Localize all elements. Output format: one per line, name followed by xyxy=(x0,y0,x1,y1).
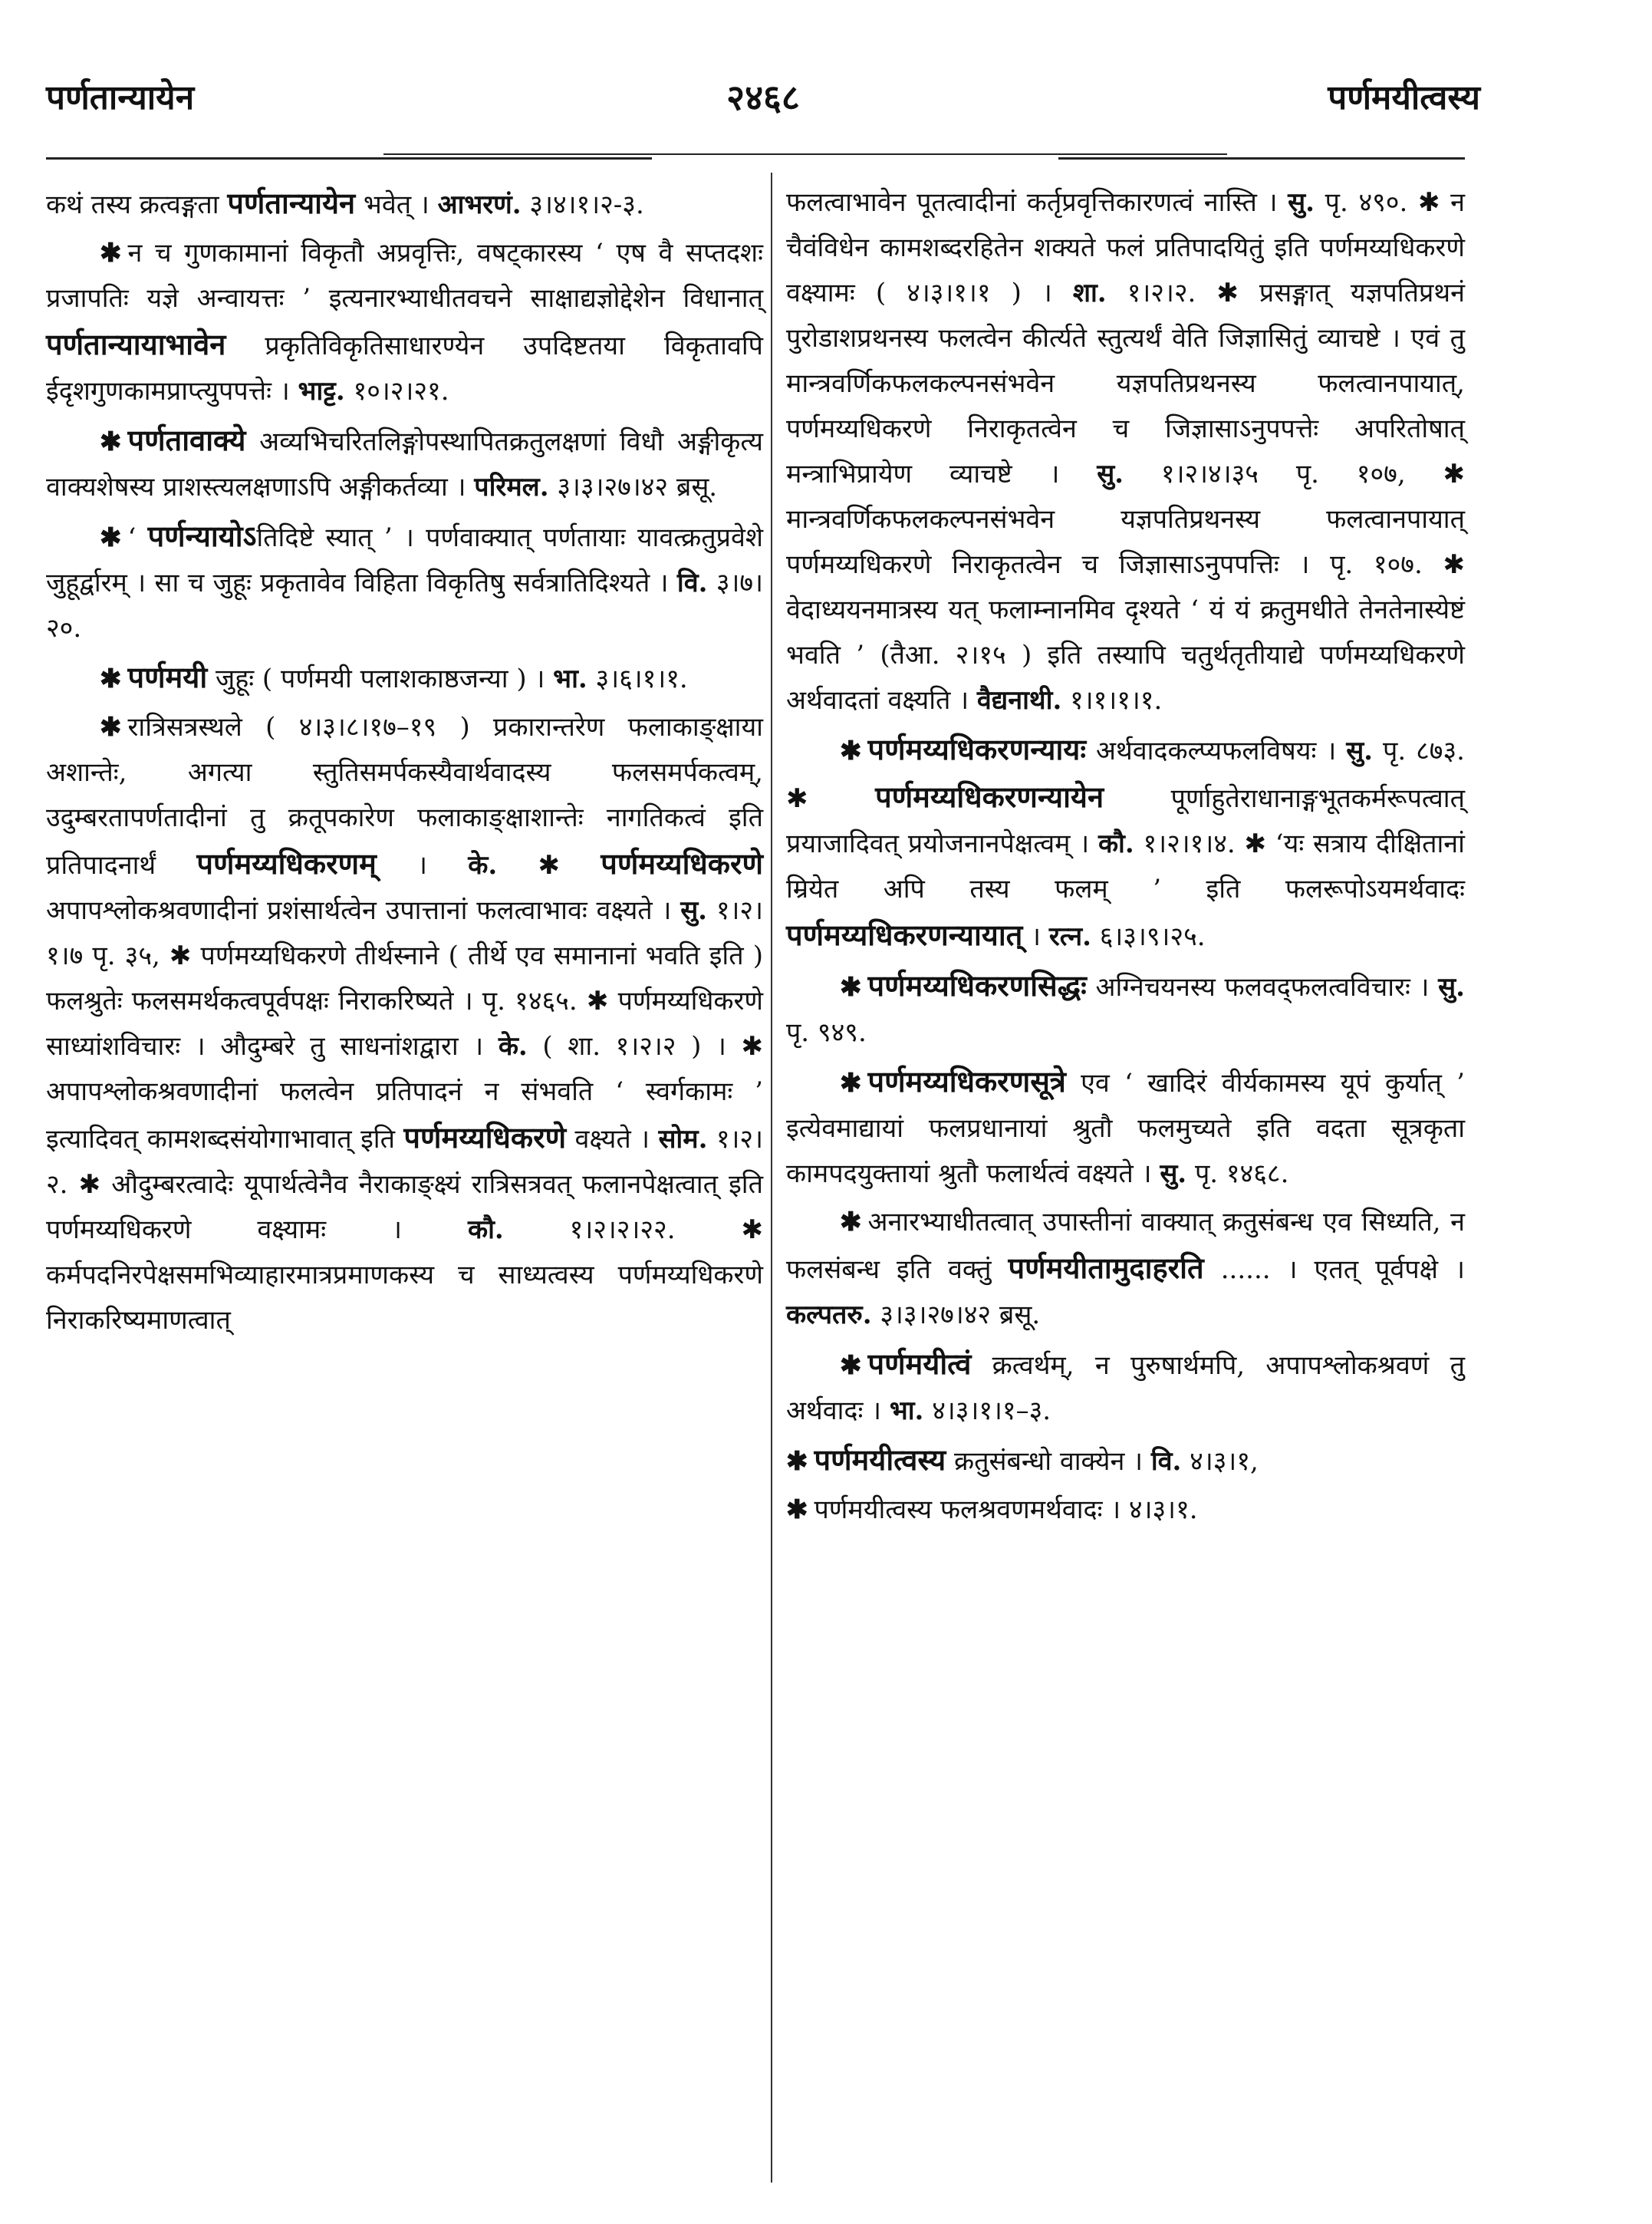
source-reference: सु. xyxy=(1346,736,1374,766)
entry-text: अपापश्लोकश्रवणादीनां प्रशंसार्थत्वेन उपात्तानां फलत्वाभावः वक्ष्यते । xyxy=(46,895,681,926)
headword: पर्णमय्यधिकरणन्यायः xyxy=(867,732,1087,766)
source-reference: कल्पतरु. xyxy=(786,1300,872,1330)
headword: पर्णमय्यधिकरणम् xyxy=(196,846,377,881)
entry-paragraph xyxy=(786,727,1465,960)
headword: पर्णन्यायोऽ xyxy=(147,519,257,553)
headword: पर्णमयीतामुदाहरति xyxy=(1008,1250,1204,1285)
entry-text: ...... । एतत् पूर्वपक्षे । xyxy=(1203,1254,1465,1285)
entry-text: अनारभ्याधीतत्वात् उपास्तीनां वाक्यात् क्रतुसंबन्ध एव सिध्यति, न फलसंबन्ध इति वक्तुं xyxy=(786,1207,1465,1285)
entry-paragraph xyxy=(46,654,763,702)
headword: पर्णमयीत्वं xyxy=(867,1346,972,1381)
source-reference: के. xyxy=(498,1031,528,1062)
entry-star-marker: ✱ xyxy=(786,1494,808,1525)
entry-text: ४।३।१।१–३. xyxy=(923,1395,1051,1426)
entry-star-marker: ✱ xyxy=(100,664,122,694)
entry-text: १।२।४।३५ पृ. १०७, ✱ मान्त्रवर्णिकफलकल्पनसंभवेन यज्ञपतिप्रथनस्य फलत्वानपायात् पर्णमय्यधिकरणे निराकृतत्वेन च जिज्ञासाऽनुपपत्तिः । पृ. १०७. ✱ वेदाध्ययनमात्रस्य यत् फलाम्नानमिव दृश्यते ‘ यं यं क्रतुमधीते तेनतेनास्येष्टं भवति ’ (तैआ. २।१५ ) इति तस्यापि चतुर्थतृतीयाद्ये पर्णमय्यधिकरणे अर्थवादतां वक्ष्यति । xyxy=(786,459,1465,716)
headword: पर्णमय्यधिकरणन्यायेन xyxy=(875,779,1104,814)
header-right-guide-word: पर्णमयीत्वस्य xyxy=(1328,78,1480,117)
entry-text: प्रकृतिविकृतिसाधारण्येन उपदिष्टतया विकृतावपि ईदृशगुणकामप्राप्त्युपपत्तेः । xyxy=(46,331,763,407)
entry-text: जुहूः ( पर्णमयी पलाशकाष्ठजन्या ) । xyxy=(207,664,554,694)
entry-star-marker: ✱ xyxy=(100,427,122,457)
entry-text: अव्यभिचरितलिङ्गोपस्थापितक्रतुलक्षणां विधौ अङ्गीकृत्य वाक्यशेषस्य प्राशस्त्यलक्षणाऽपि अङ्गीकर्तव्या । xyxy=(46,427,763,502)
header-rule-left xyxy=(46,157,652,160)
source-reference: वि. xyxy=(676,568,708,598)
entry-text: फलत्वाभावेन पूतत्वादीनां कर्तृप्रवृत्तिकारणत्वं नास्ति । xyxy=(786,187,1288,218)
entry-paragraph xyxy=(786,963,1465,1056)
headword: पर्णमय्यधिकरणन्यायात् xyxy=(786,918,1023,952)
entry-text: एव ‘ खादिरं वीर्यकामस्य यूपं कुर्यात् ’ इत्येवमाद्यायां फलप्रधानायां श्रुतौ फलमुच्यते इति वदता सूत्रकृता कामपदयुक्तायां श्रुतौ फलार्थत्वं वक्ष्यते । xyxy=(786,1068,1465,1189)
source-reference: भा. xyxy=(553,664,587,694)
source-reference: के. xyxy=(468,850,498,881)
entry-text: ३।७।२०. xyxy=(46,568,763,644)
entry-star-marker: ✱ xyxy=(840,972,862,1003)
entry-text: ३।४।१।२-३. xyxy=(521,189,644,220)
source-reference: भाट्ट. xyxy=(298,376,345,407)
entry-text: पर्णमयीत्वस्य फलश्रवणमर्थवादः । ४।३।१. xyxy=(814,1494,1198,1525)
source-reference: वैद्यनाथी. xyxy=(976,685,1062,716)
entry-star-marker: ✱ xyxy=(786,1446,808,1477)
source-reference: सु. xyxy=(1288,187,1315,218)
entry-text: १।२।१।७ पृ. ३५, ✱ पर्णमय्यधिकरणे तीर्थस्नाने ( तीर्थे एव समानानां भवति इति ) फलश्रुतेः फलसमर्थकत्वपूर्वपक्षः निराकरिष्यते । पृ. १४६५. ✱ पर्णमय्यधिकरणे साध्यांशविचारः । औदुम्बरे तु साधनांशद्वारा । xyxy=(46,895,763,1062)
source-reference: आभरणं. xyxy=(437,189,522,220)
source-reference: रत्न. xyxy=(1048,921,1091,952)
entry-paragraph xyxy=(786,1059,1465,1197)
entry-star-marker: ✱ xyxy=(840,736,862,766)
headword: पर्णतान्यायेन xyxy=(227,186,356,220)
page-header xyxy=(46,73,1480,134)
entry-text: १।२।२. ✱ प्रसङ्गात् यज्ञपतिप्रथनं पुरोडाशप्रथनस्य फलत्वेन कीर्त्यते स्तुत्यर्थं वेति जिज्ञासितुं व्याचष्टे । एवं तु मान्त्रवर्णिकफलकल्पनसंभवेन यज्ञपतिप्रथनस्य फलत्वानपायात्, पर्णमय्यधिकरणे निराकृतत्वेन च जिज्ञासाऽनुपपत्तेः अपरितोषात् मन्त्राभिप्रायेण व्याचष्टे । xyxy=(786,278,1465,489)
entry-paragraph xyxy=(786,1437,1465,1484)
header-rule-center xyxy=(383,153,1227,155)
headword: पर्णमय्यधिकरणे xyxy=(601,846,763,881)
entry-text: ३।३।२७।४२ ब्रसू. xyxy=(871,1300,1041,1330)
entry-text: ६।३।९।२५. xyxy=(1091,921,1206,952)
entry-paragraph xyxy=(786,180,1465,723)
entry-text: ‘ xyxy=(127,522,148,553)
source-reference: सु. xyxy=(1160,1158,1187,1189)
source-reference: शा. xyxy=(1072,278,1107,308)
source-reference: परिमल. xyxy=(474,472,549,502)
entry-paragraph xyxy=(786,1488,1465,1533)
source-reference: कौ. xyxy=(1097,829,1134,859)
entry-paragraph xyxy=(46,705,763,1343)
entry-text: ३।६।१।१. xyxy=(587,664,688,694)
entry-text: ( शा. १।२।२ ) । ✱ अपापश्लोकश्रवणादीनां फलत्वेन प्रतिपादनं न संभवति ‘ स्वर्गकामः ’ इत्यादिवत् कामशब्दसंयोगाभावात् इति xyxy=(46,1031,763,1155)
source-reference: वि. xyxy=(1150,1446,1182,1477)
source-reference: सु. xyxy=(1097,459,1124,489)
headword: पर्णमयी xyxy=(127,660,208,694)
right-column xyxy=(786,180,1465,1536)
entry-text: वक्ष्यते । xyxy=(566,1124,659,1155)
entry-paragraph xyxy=(786,1200,1465,1338)
entry-star-marker: ✱ xyxy=(840,1207,862,1237)
entry-text: अग्निचयनस्य फलवद्फलत्वविचारः । xyxy=(1086,972,1439,1003)
entry-star-marker: ✱ xyxy=(100,522,122,553)
entry-text: पृ. ९४९. xyxy=(786,1017,867,1048)
source-reference: सु. xyxy=(1438,972,1465,1003)
entry-text: रात्रिसत्रस्थले ( ४।३।८।१७–१९ ) प्रकारान्तरेण फलाकाङ्क्षाया अशान्तेः, अगत्या स्तुतिसमर्पकस्यैवार्थवादस्य फलसमर्पकत्वम्, उदुम्बरतापर्णतादीनां तु क्रतूपकारेण फलाकाङ्क्षाशान्तेः नागतिकत्वं इति प्रतिपादनार्थं xyxy=(46,712,763,881)
header-rule-right xyxy=(1058,157,1465,160)
entry-text: १।१।१।१. xyxy=(1061,685,1163,716)
entry-text: १।२।२. ✱ औदुम्बरत्वादेः यूपार्थत्वेनैव नैराकाङ्क्ष्यं रात्रिसत्रवत् फलानपेक्षत्वात् इति पर्णमय्यधिकरणे वक्ष्यामः । xyxy=(46,1124,763,1245)
headword: पर्णमय्यधिकरणसिद्धः xyxy=(867,968,1087,1003)
entry-text: १।२।१।४. ✱ ‘यः सत्राय दीक्षितानां म्रियेत अपि तस्य फलम् ’ इति फलरूपोऽयमर्थवादः xyxy=(786,829,1465,904)
left-column xyxy=(46,180,763,1346)
entry-paragraph xyxy=(46,417,763,510)
source-reference: भा. xyxy=(889,1395,924,1426)
header-left-guide-word: पर्णतान्यायेन xyxy=(46,78,195,117)
entry-text: पूर्णाहुतेराधानाङ्गभूतकर्मरूपत्वात् प्रयाजादिवत् प्रयोजनानपेक्षत्वम् । xyxy=(786,783,1465,859)
headword: पर्णमय्यधिकरणसूत्रे xyxy=(867,1064,1066,1099)
entry-text: पृ. ८७३. ✱ xyxy=(786,736,1465,814)
entry-paragraph xyxy=(46,513,763,651)
entry-star-marker: ✱ xyxy=(100,238,122,269)
entry-text: १।२।२।२२. ✱ कर्मपदनिरपेक्षसमभिव्याहारमात्रप्रमाणकस्य च साध्यत्वस्य पर्णमय्यधिकरणे निराकरिष्यमाणत्वात् xyxy=(46,1214,763,1336)
entry-paragraph xyxy=(786,1341,1465,1434)
source-reference: सोम. xyxy=(658,1124,708,1155)
entry-paragraph xyxy=(46,231,763,414)
entry-text: क्रतुसंबन्धो वाक्येन । xyxy=(946,1446,1151,1477)
entry-text: ✱ xyxy=(497,850,601,881)
entry-text: कथं तस्य क्रत्वङ्गता xyxy=(46,189,228,220)
entry-paragraph xyxy=(46,180,763,228)
entry-star-marker: ✱ xyxy=(840,1068,862,1099)
entry-text: पृ. ४९०. ✱ न चैवंविधेन कामशब्दरहितेन शक्यते फलं प्रतिपादयितुं इति पर्णमय्यधिकरणे वक्ष्यामः ( ४।३।१।१ ) । xyxy=(786,187,1465,308)
headword: पर्णमयीत्वस्य xyxy=(814,1442,946,1477)
entry-text: भवेत् । xyxy=(355,189,438,220)
entry-text: । xyxy=(376,850,469,881)
entry-text: ३।३।२७।४२ ब्रसू. xyxy=(548,472,718,502)
headword: पर्णतान्यायाभावेन xyxy=(46,327,226,361)
entry-text: ४।३।१, xyxy=(1181,1446,1259,1477)
source-reference: सु. xyxy=(680,895,708,926)
source-reference: कौ. xyxy=(467,1214,504,1245)
entry-text: तिदिष्टे स्यात् ’ । पर्णवाक्यात् पर्णतायाः यावत्क्रतुप्रवेशे जुहूर्द्वारम् । सा च जुहूः प्रकृतावेव विहिता विकृतिषु सर्वत्रातिदिश्यते । xyxy=(46,522,763,598)
entry-star-marker: ✱ xyxy=(840,1350,862,1381)
entry-star-marker: ✱ xyxy=(100,712,122,743)
entry-text: १०।२।२१. xyxy=(344,376,449,407)
entry-text: न च गुणकामानां विकृतौ अप्रवृत्तिः, वषट्कारस्य ‘ एष वै सप्तदशः प्रजापतिः यज्ञे अन्वायत्तः ’ इत्यनारभ्याधीतवचने साक्षाद्यज्ञोद्देशेन विधानात् xyxy=(46,238,763,314)
entry-text: अर्थवादकल्प्यफलविषयः । xyxy=(1086,736,1347,766)
headword: पर्णमय्यधिकरणे xyxy=(403,1120,567,1155)
column-divider xyxy=(771,173,772,2183)
headword: पर्णतावाक्ये xyxy=(127,423,246,457)
entry-text: क्रत्वर्थम्, न पुरुषार्थमपि, अपापश्लोकश्रवणं तु अर्थवादः । xyxy=(786,1350,1465,1426)
page-number: २४६८ xyxy=(726,77,800,118)
entry-text: पृ. १४६८. xyxy=(1186,1158,1289,1189)
entry-text: । xyxy=(1022,921,1049,952)
